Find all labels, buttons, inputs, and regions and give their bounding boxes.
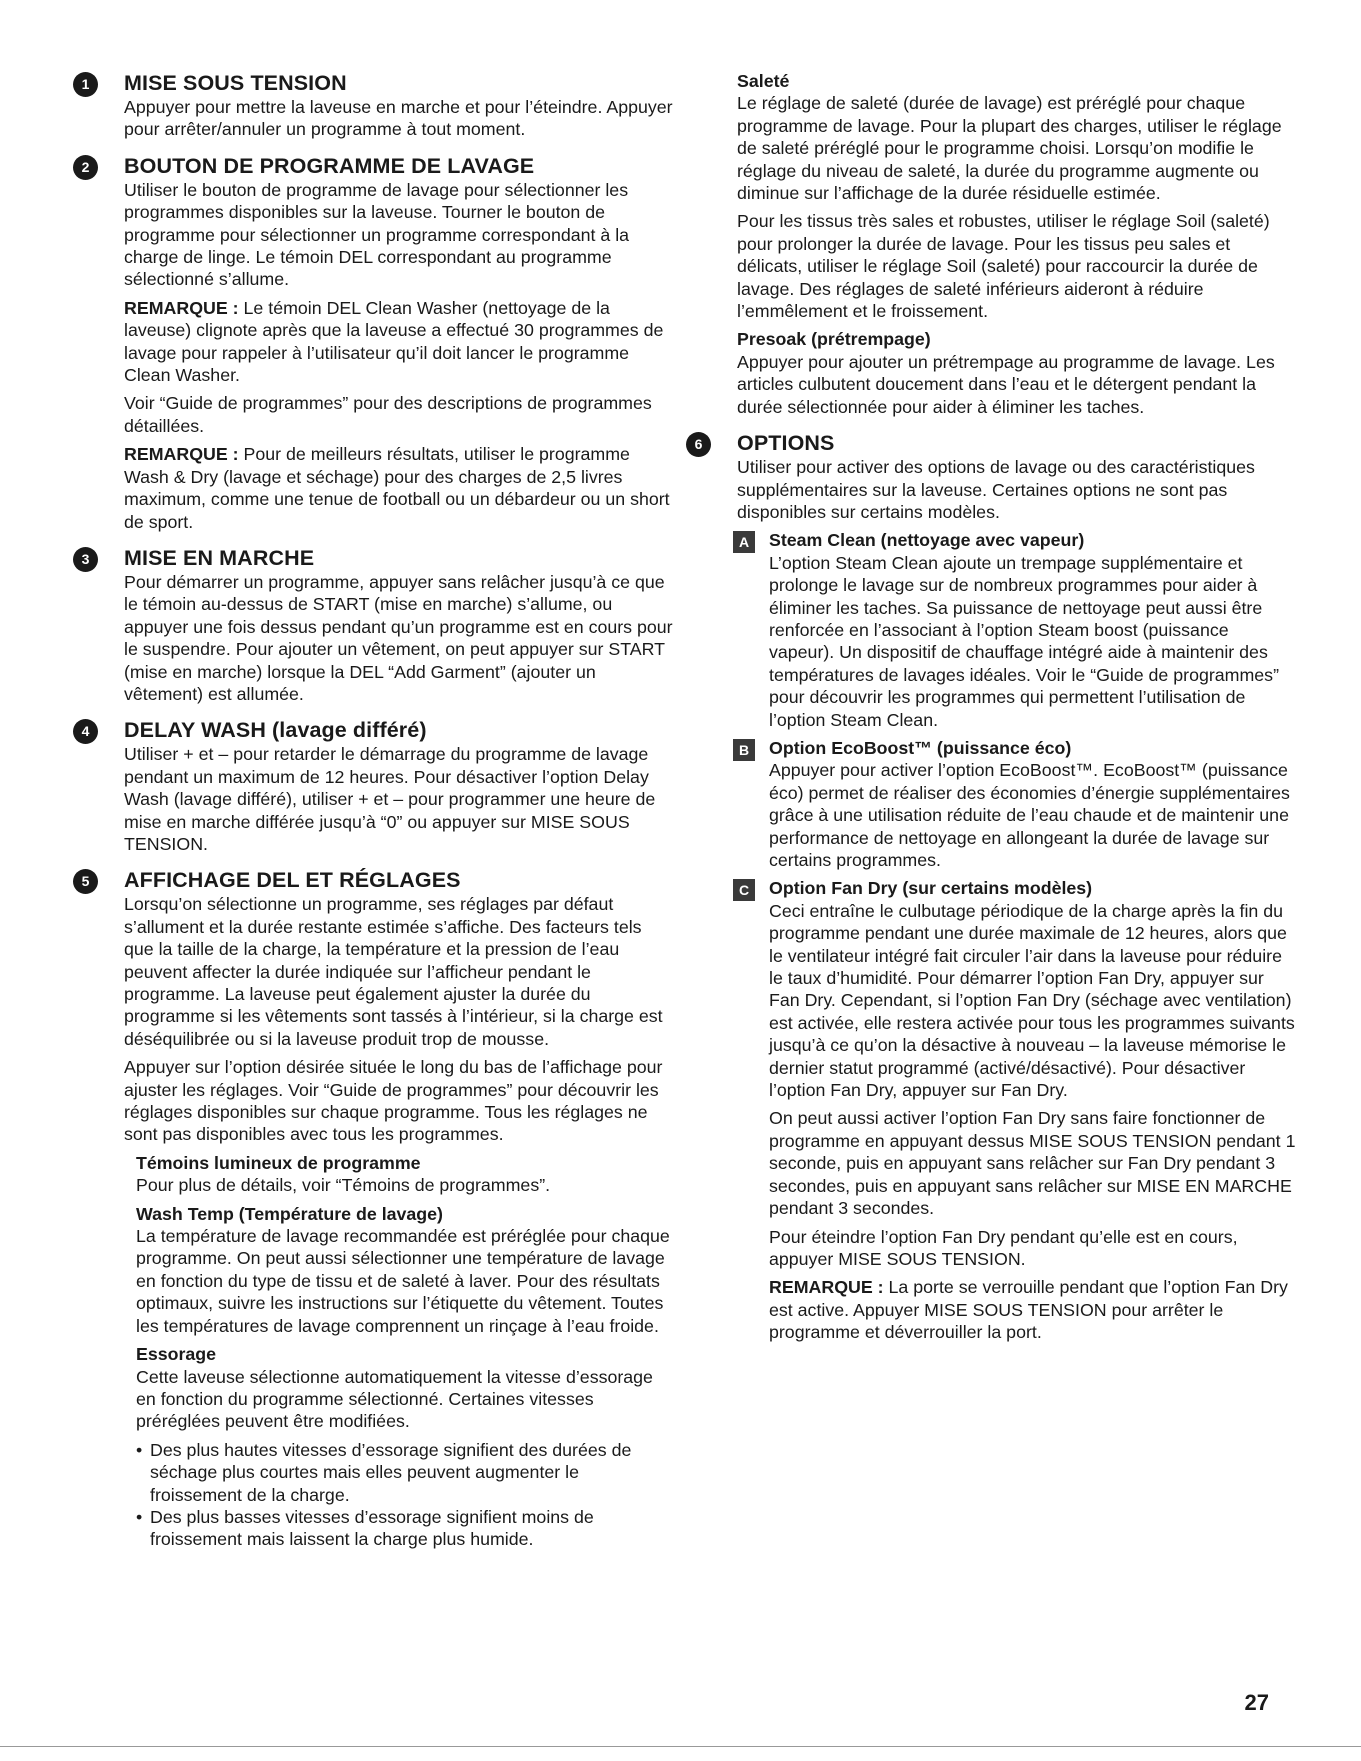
section-start: [81, 545, 675, 705]
bullet-list: [136, 1439, 675, 1551]
subsection-title: Essorage: [136, 1344, 217, 1365]
option-fan-dry: [738, 877, 1298, 1343]
subsection-title: Wash Temp (Température de lavage): [136, 1203, 443, 1224]
subsection-title: Témoins lumineux de programme: [136, 1152, 421, 1173]
note-text: La porte se verrouille pendant que l’option Fan Dry est active. Appuyer MISE SOUS TENSION pour arrêter le programme et déverrouiller la port.: [769, 1277, 1288, 1343]
paragraph: La température de lavage recommandée est préréglée pour chaque programme. On peut aussi sélectionner une température de lavage en fonction du type de tissu et de saleté à laver. Pour des résultats optimaux, suivre les instructions sur l’étiquette du vêtement. Toutes les températures de lavage comprennent un rinçage à l’eau froide.: [136, 1226, 670, 1336]
section-title: MISE SOUS TENSION: [124, 71, 347, 95]
section-delay-wash: [81, 717, 675, 855]
section-number-badge: 6: [686, 432, 711, 457]
subsection-title: Saleté: [737, 71, 790, 91]
list-item: • Des plus hautes vitesses d’essorage signifient des durées de séchage plus courtes mais elles peuvent augmenter le froissement de la charge.: [136, 1439, 675, 1506]
paragraph: L’option Steam Clean ajoute un trempage supplémentaire et prolonge le lavage sur de nombreux programmes pour aider à éliminer les taches. Sa puissance de nettoyage peut aussi être renforcée en l’associant à l’option Steam boost (puissance vapeur). Un dispositif de chauffage intégré aide à maintenir des températures de lavages idéales. Voir le “Guide de programmes” pour découvrir les programmes qui permettent l’utilisation de l’option Steam Clean.: [769, 552, 1279, 730]
note-paragraph: [124, 297, 675, 387]
paragraph: Pour démarrer un programme, appuyer sans relâcher jusqu’à ce que le témoin au-dessus de START (mise en marche) s’allume, ou appuyer une fois dessus pendant qu’un programme est en cours pour le suspendre. Pour ajouter un vêtement, on peut appuyer sur START (mise en marche) lorsque la DEL “Add Garment” (ajouter un vêtement) est allumée.: [124, 571, 673, 704]
paragraph: Utiliser le bouton de programme de lavage pour sélectionner les programmes disponibles sur la laveuse. Tourner le bouton de programme pour sélectionner un programme correspondant à la charge de linge. Le témoin DEL correspondant au programme sélectionné s’allume.: [124, 179, 630, 290]
right-column: [694, 70, 1298, 1350]
option-title: Option Fan Dry (sur certains modèles): [769, 878, 1093, 899]
paragraph: Lorsqu’on sélectionne un programme, ses réglages par défaut s’allument et la durée restante estimée s’affiche. Des facteurs tels que la taille de la charge, la température et la pression de l’eau peuvent affecter la durée indiquée sur l’afficheur pendant le programme. La laveuse peut également ajuster la durée du programme si les vêtements sont tassés à l’intérieur, si la charge est déséquilibrée ou si la laveuse produit trop de mousse.: [124, 894, 663, 1049]
paragraph: Pour les tissus très sales et robustes, utiliser le réglage Soil (saleté) pour prolonger la durée de lavage. Pour les tissus peu sales et délicats, utiliser le réglage Soil (saleté) pour raccourcir la durée de lavage. Des réglages de saleté inférieurs aideront à réduire l’emmêlement et le froissement.: [737, 211, 1270, 322]
subsection-cycle-lights: [136, 1152, 675, 1551]
paragraph: Utiliser + et – pour retarder le démarrage du programme de lavage pendant un maximum de 12 heures. Pour désactiver l’option Delay Wash (lavage différé), utiliser + et – pour programmer une heure de mise en marche différée jusqu’à “0” ou appuyer sur MISE SOUS TENSION.: [124, 744, 656, 854]
paragraph: Pour plus de détails, voir “Témoins de programmes”.: [136, 1175, 551, 1196]
note-paragraph: [124, 443, 675, 533]
note-label: REMARQUE :: [124, 444, 239, 465]
option-title: Option EcoBoost™ (puissance éco): [769, 737, 1072, 758]
section-number-badge: 4: [73, 719, 98, 744]
bottom-divider: [0, 1746, 1361, 1747]
paragraph: Appuyer pour activer l’option EcoBoost™. EcoBoost™ (puissance éco) permet de réaliser des économies d’énergie supplémentaires grâce à une utilisation réduite de l’eau chaude et de maintenir une performance de nettoyage en allongeant la durée de lavage sur certains programmes.: [769, 760, 1290, 870]
section-title: AFFICHAGE DEL ET RÉGLAGES: [124, 868, 461, 893]
subsection-title: Presoak (prétrempage): [737, 329, 931, 350]
note-paragraph: [769, 1276, 1298, 1343]
section-title: OPTIONS: [737, 431, 835, 456]
paragraph: Pour éteindre l’option Fan Dry pendant qu’elle est en cours, appuyer MISE SOUS TENSION.: [769, 1226, 1238, 1269]
paragraph: Appuyer pour mettre la laveuse en marche et pour l’éteindre. Appuyer pour arrêter/annuler un programme à tout moment.: [124, 97, 673, 140]
option-steam-clean: [738, 529, 1298, 731]
paragraph: Appuyer pour ajouter un prétrempage au programme de lavage. Les articles culbutent doucement dans l’eau et le détergent pendant la durée sélectionnée pour aider à éliminer les taches.: [737, 351, 1275, 417]
section-display-settings: [81, 867, 675, 1550]
section-options: [694, 430, 1298, 1343]
note-text: Le témoin DEL Clean Washer (nettoyage de la laveuse) clignote après que la laveuse a effectué 30 programmes de lavage pour rappeler à l’utilisateur qu’il doit lancer le programme Clean Washer.: [124, 297, 664, 386]
subsection-soil: [737, 70, 1298, 418]
note-label: REMARQUE :: [124, 297, 239, 318]
page-number: 27: [1244, 1690, 1269, 1715]
section-number-badge: 5: [73, 869, 98, 894]
section-cycle-knob: [81, 153, 675, 533]
section-number-badge: 2: [73, 155, 98, 180]
option-ecoboost: [738, 737, 1298, 871]
option-letter-badge: A: [733, 531, 755, 553]
note-label: REMARQUE :: [769, 1277, 884, 1298]
paragraph: Utiliser pour activer des options de lavage ou des caractéristiques supplémentaires sur la laveuse. Certaines options ne sont pas disponibles sur certains modèles.: [737, 457, 1255, 522]
paragraph: On peut aussi activer l’option Fan Dry sans faire fonctionner de programme en appuyant dessus MISE SOUS TENSION pendant 1 seconde, puis en appuyant sans relâcher sur Fan Dry pendant 3 secondes, puis en appuyant sans relâcher sur MISE EN MARCHE pendant 3 secondes.: [769, 1108, 1296, 1219]
paragraph: Ceci entraîne le culbutage périodique de la charge après la fin du programme pendant une durée maximale de 12 heures, alors que le ventilateur intégré fait circuler l’air dans la laveuse pour réduire le taux d’humidité. Pour démarrer l’option Fan Dry, appuyer sur Fan Dry. Cependant, si l’option Fan Dry (séchage avec ventilation) est activée, elle restera activée pour tous les programmes suivants jusqu’à ce qu’on la désactive à nouveau – la laveuse mémorise le dernier statut programmé (activé/désactivé). Pour désactiver l’option Fan Dry, appuyer sur Fan Dry.: [769, 900, 1295, 1101]
section-title: MISE EN MARCHE: [124, 545, 315, 570]
section-title: DELAY WASH (lavage différé): [124, 718, 427, 743]
option-title: Steam Clean (nettoyage avec vapeur): [769, 530, 1085, 551]
option-letter-badge: B: [733, 739, 755, 761]
paragraph: Appuyer sur l’option désirée située le long du bas de l’affichage pour ajuster les réglages. Voir “Guide de programmes” pour découvrir les réglages disponibles sur chaque programme. Tous les réglages ne sont pas disponibles avec tous les programmes.: [124, 1057, 663, 1145]
note-text: Pour de meilleurs résultats, utiliser le programme Wash & Dry (lavage et séchage) pour des charges de 2,5 livres maximum, comme une tenue de football ou un débardeur ou un short de sport.: [124, 444, 670, 532]
left-column: [81, 70, 675, 1551]
paragraph: Voir “Guide de programmes” pour des descriptions de programmes détaillées.: [124, 393, 652, 436]
section-number-badge: 3: [73, 547, 98, 572]
paragraph: Cette laveuse sélectionne automatiquement la vitesse d’essorage en fonction du programme sélectionné. Certaines vitesses préréglées peuvent être modifiées.: [136, 1366, 653, 1432]
section-power: [81, 70, 675, 141]
option-letter-badge: C: [733, 879, 755, 901]
paragraph: Le réglage de saleté (durée de lavage) est préréglé pour chaque programme de lavage. Pour la plupart des charges, utiliser le réglage de saleté préréglé pour le programme choisi. Lorsqu’on modifie le réglage du niveau de saleté, la durée du programme augmente ou diminue sur l’affichage de la durée résiduelle estimée.: [737, 93, 1282, 204]
list-item: • Des plus basses vitesses d’essorage signifient moins de froissement mais laissent la charge plus humide.: [136, 1506, 675, 1551]
section-number-badge: 1: [73, 72, 98, 97]
section-title: BOUTON DE PROGRAMME DE LAVAGE: [124, 153, 535, 178]
